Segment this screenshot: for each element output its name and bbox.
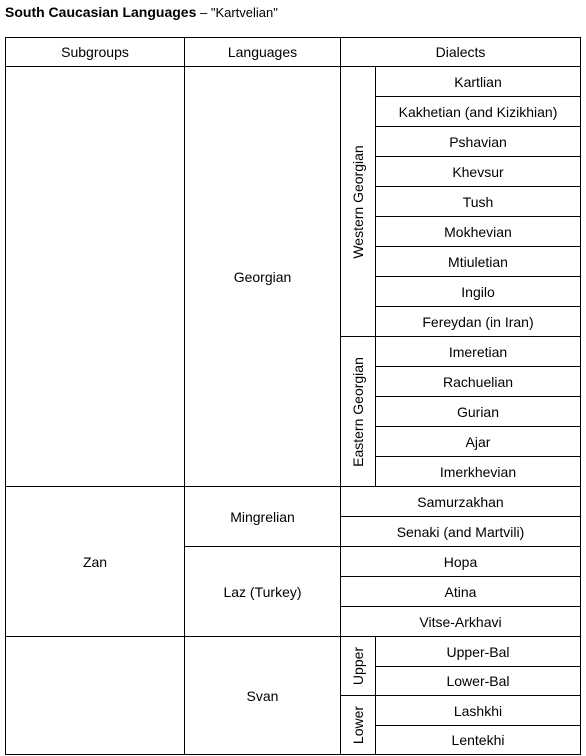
language-cell-laz: Laz (Turkey) bbox=[185, 547, 341, 637]
dialect-cell: Mokhevian bbox=[376, 217, 581, 247]
dialect-cell: Samurzakhan bbox=[341, 487, 581, 517]
upper-svan-label: Upper bbox=[341, 637, 376, 696]
dialect-cell: Pshavian bbox=[376, 127, 581, 157]
dialect-cell: Mtiuletian bbox=[376, 247, 581, 277]
dialect-cell: Senaki (and Martvili) bbox=[341, 517, 581, 547]
dialect-cell: Imeretian bbox=[376, 337, 581, 367]
header-languages: Languages bbox=[185, 38, 341, 67]
dialect-cell: Ingilo bbox=[376, 277, 581, 307]
dialect-cell: Fereydan (in Iran) bbox=[376, 307, 581, 337]
dialect-cell: Gurian bbox=[376, 397, 581, 427]
subgroup-cell-svan bbox=[6, 637, 185, 755]
language-cell-georgian: Georgian bbox=[185, 67, 341, 487]
dialect-cell: Imerkhevian bbox=[376, 457, 581, 487]
header-row bbox=[6, 38, 581, 67]
language-cell-mingrelian: Mingrelian bbox=[185, 487, 341, 547]
dialect-cell: Lashkhi bbox=[376, 696, 581, 726]
dialect-cell: Tush bbox=[376, 187, 581, 217]
dialect-cell: Khevsur bbox=[376, 157, 581, 187]
dialect-cell: Lentekhi bbox=[376, 726, 581, 755]
table-row bbox=[6, 67, 581, 97]
eastern-georgian-label: Eastern Georgian bbox=[341, 337, 376, 487]
dialect-cell: Lower-Bal bbox=[376, 667, 581, 696]
subgroup-cell-georgian bbox=[6, 67, 185, 487]
dialect-cell: Ajar bbox=[376, 427, 581, 457]
dialect-cell: Vitse-Arkhavi bbox=[341, 607, 581, 637]
header-dialects: Dialects bbox=[341, 38, 581, 67]
western-georgian-label: Western Georgian bbox=[341, 67, 376, 337]
dialect-cell: Hopa bbox=[341, 547, 581, 577]
languages-table bbox=[5, 37, 581, 755]
language-cell-svan: Svan bbox=[185, 637, 341, 755]
page-title: South Caucasian Languages – "Kartvelian" bbox=[5, 4, 278, 20]
dialect-cell: Kartlian bbox=[376, 67, 581, 97]
subgroup-cell-zan: Zan bbox=[6, 487, 185, 637]
dialect-cell: Upper-Bal bbox=[376, 637, 581, 667]
dialect-cell: Rachuelian bbox=[376, 367, 581, 397]
dialect-cell: Atina bbox=[341, 577, 581, 607]
lower-svan-label: Lower bbox=[341, 696, 376, 755]
dialect-cell: Kakhetian (and Kizikhian) bbox=[376, 97, 581, 127]
header-subgroups: Subgroups bbox=[6, 38, 185, 67]
